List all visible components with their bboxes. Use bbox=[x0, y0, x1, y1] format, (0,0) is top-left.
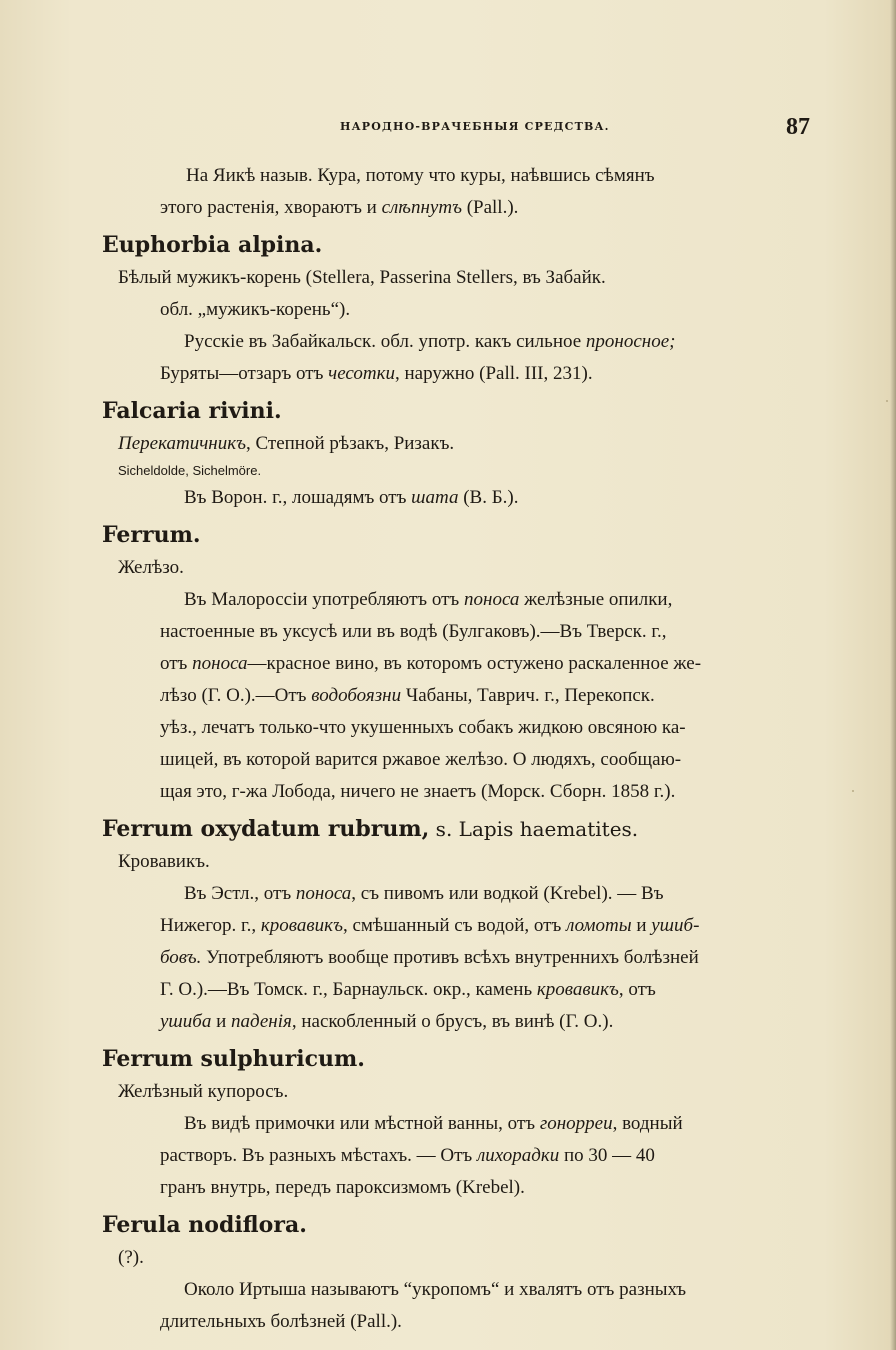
entry-ferrum-oxydatum bbox=[100, 812, 800, 1038]
text-span: лѣзо (Г. О.).—Отъ bbox=[160, 685, 312, 706]
text-line: Около Иртыша называютъ “укропомъ“ и хвалятъ отъ разныхъ bbox=[184, 1279, 687, 1300]
italic-term: Перекатичникъ bbox=[118, 433, 246, 454]
text-span: (Pall.). bbox=[461, 197, 519, 218]
headword-latin: Ferrum oxydatum rubrum, bbox=[102, 816, 430, 842]
text-span: желѣзные опилки, bbox=[519, 589, 673, 610]
text-span: , съ пивомъ или водкой (Krebel). — Въ bbox=[351, 883, 664, 904]
italic-term: кровавикъ bbox=[260, 915, 343, 936]
italic-term: лихорадки bbox=[477, 1145, 560, 1166]
text-line bbox=[160, 648, 800, 680]
text-line: гранъ внутрь, передъ пароксизмомъ (Krebel). bbox=[160, 1177, 525, 1198]
italic-term: ломоты bbox=[566, 915, 632, 936]
italic-term: бовъ. bbox=[160, 947, 202, 968]
text-span: Г. О.).—Въ Томск. г., Барнаульск. окр., камень bbox=[160, 979, 537, 1000]
text-span: растворъ. Въ разныхъ мѣстахъ. — Отъ bbox=[160, 1145, 477, 1166]
text-span: Русскіе въ Забайкальск. обл. употр. какъ сильное bbox=[184, 331, 586, 352]
italic-term: поноса bbox=[295, 883, 352, 904]
text-line bbox=[160, 1140, 800, 1172]
italic-term: паденія bbox=[231, 1011, 292, 1032]
text-line bbox=[160, 326, 800, 358]
entry-falcaria bbox=[100, 394, 800, 514]
text-line: настоенные въ уксусѣ или въ водѣ (Булгаковъ).—Въ Тверск. г., bbox=[160, 621, 667, 642]
text-line bbox=[160, 584, 800, 616]
entry-headword bbox=[102, 812, 800, 846]
text-span: Въ видѣ примочки или мѣстной ванны, отъ bbox=[184, 1113, 540, 1134]
text-span: Чабаны, Таврич. г., Перекопск. bbox=[401, 685, 655, 706]
text-line bbox=[160, 192, 800, 224]
text-span: этого растенія, хвораютъ и bbox=[160, 197, 382, 218]
text-span: обл. „мужикъ-корень“). bbox=[160, 299, 351, 320]
text-line bbox=[160, 482, 800, 514]
text-span: Въ Ворон. г., лошадямъ отъ bbox=[184, 487, 412, 508]
italic-term: гонорреи bbox=[539, 1113, 613, 1134]
page-edge-shadow bbox=[890, 0, 896, 1350]
vernacular-names bbox=[118, 428, 800, 460]
vernacular-names: Желѣзный купоросъ. bbox=[118, 1081, 289, 1102]
text-line bbox=[160, 1108, 800, 1140]
intro-paragraph bbox=[100, 160, 800, 224]
text-line bbox=[160, 942, 800, 974]
text-line: длительныхъ болѣзней (Pall.). bbox=[160, 1311, 402, 1332]
italic-term: чесотки bbox=[328, 363, 395, 384]
paper-speck bbox=[886, 400, 888, 402]
text-line bbox=[160, 1006, 800, 1038]
page-header bbox=[340, 114, 810, 144]
text-line bbox=[160, 974, 800, 1006]
text-line bbox=[160, 358, 800, 390]
text-span: , смѣшанный съ водой, отъ bbox=[342, 915, 567, 936]
text-line bbox=[160, 910, 800, 942]
vernacular-names: Кровавикъ. bbox=[118, 851, 210, 872]
vernacular-names bbox=[118, 262, 800, 294]
text-span: Употребляютъ вообще противъ всѣхъ внутреннихъ болѣзней bbox=[201, 947, 699, 968]
paper-speck bbox=[852, 790, 854, 792]
vernacular-names: (?). bbox=[118, 1247, 144, 1268]
text-span: и bbox=[631, 915, 652, 936]
text-span: Въ Малороссіи употребляютъ отъ bbox=[184, 589, 465, 610]
vernacular-names-cont bbox=[160, 294, 800, 326]
text-line bbox=[160, 680, 800, 712]
text-span: Буряты—отзаръ отъ bbox=[160, 363, 329, 384]
text-span: и bbox=[211, 1011, 232, 1032]
text-span: На Яикѣ назыв. Кура, потому что куры, наѣвшись сѣмянъ bbox=[186, 165, 655, 186]
vernacular-names: Желѣзо. bbox=[118, 557, 184, 578]
text-span: Въ Эстл., отъ bbox=[184, 883, 296, 904]
italic-term: поноса bbox=[464, 589, 520, 610]
italic-term: шата bbox=[411, 487, 459, 508]
text-line bbox=[160, 878, 800, 910]
running-title: НАРОДНО-ВРАЧЕБНЫЯ СРЕДСТВА. bbox=[340, 120, 610, 133]
italic-term: проносное; bbox=[585, 331, 676, 352]
entry-headword: Falcaria rivini. bbox=[102, 398, 282, 424]
text-span: , наскобленный о брусъ, въ винѣ (Г. О.). bbox=[291, 1011, 614, 1032]
page-text bbox=[100, 160, 800, 1338]
entry-headword: Ferula nodiflora. bbox=[102, 1212, 307, 1238]
text-line: уѣз., лечатъ только-что укушенныхъ собакъ жидкою овсяною ка- bbox=[160, 717, 686, 738]
entry-ferula bbox=[100, 1208, 800, 1338]
german-names: Sicheldolde, Sichelmöre. bbox=[118, 463, 262, 478]
text-span: отъ bbox=[160, 653, 193, 674]
text-span: —красное вино, въ которомъ остужено раскаленное же- bbox=[247, 653, 702, 674]
entry-headword: Euphorbia alpina. bbox=[102, 232, 323, 258]
italic-term: кровавикъ bbox=[536, 979, 619, 1000]
italic-term: слѣпнутъ bbox=[381, 197, 462, 218]
italic-term: ушиба bbox=[160, 1011, 212, 1032]
headword-synonym: s. Lapis haematites. bbox=[429, 817, 639, 841]
entry-ferrum-sulphuricum bbox=[100, 1042, 800, 1204]
italic-term: ушиб- bbox=[651, 915, 700, 936]
entry-headword: Ferrum sulphuricum. bbox=[102, 1046, 365, 1072]
italic-term: водобоязни bbox=[311, 685, 402, 706]
page-number: 87 bbox=[786, 114, 810, 140]
text-span: , водный bbox=[612, 1113, 683, 1134]
text-span: , отъ bbox=[618, 979, 656, 1000]
text-line: щая это, г-жа Лобода, ничего не знаетъ (Морск. Сборн. 1858 г.). bbox=[160, 781, 676, 802]
italic-term: поноса bbox=[192, 653, 248, 674]
entry-euphorbia bbox=[100, 228, 800, 390]
entry-ferrum bbox=[100, 518, 800, 808]
text-span: Бѣлый мужикъ-корень (Stellera, Passerina Stellers, въ Забайк. bbox=[118, 267, 606, 288]
text-span: Нижегор. г., bbox=[160, 915, 261, 936]
text-line bbox=[160, 160, 800, 192]
entry-headword: Ferrum. bbox=[102, 522, 201, 548]
text-span: , наружно (Pall. III, 231). bbox=[395, 363, 593, 384]
text-span: , Степной рѣзакъ, Ризакъ. bbox=[245, 433, 455, 454]
text-span: по 30 — 40 bbox=[559, 1145, 655, 1166]
text-span: (В. Б.). bbox=[458, 487, 519, 508]
text-line: шицей, въ которой варится ржавое желѣзо. О людяхъ, сообщаю- bbox=[160, 749, 682, 770]
